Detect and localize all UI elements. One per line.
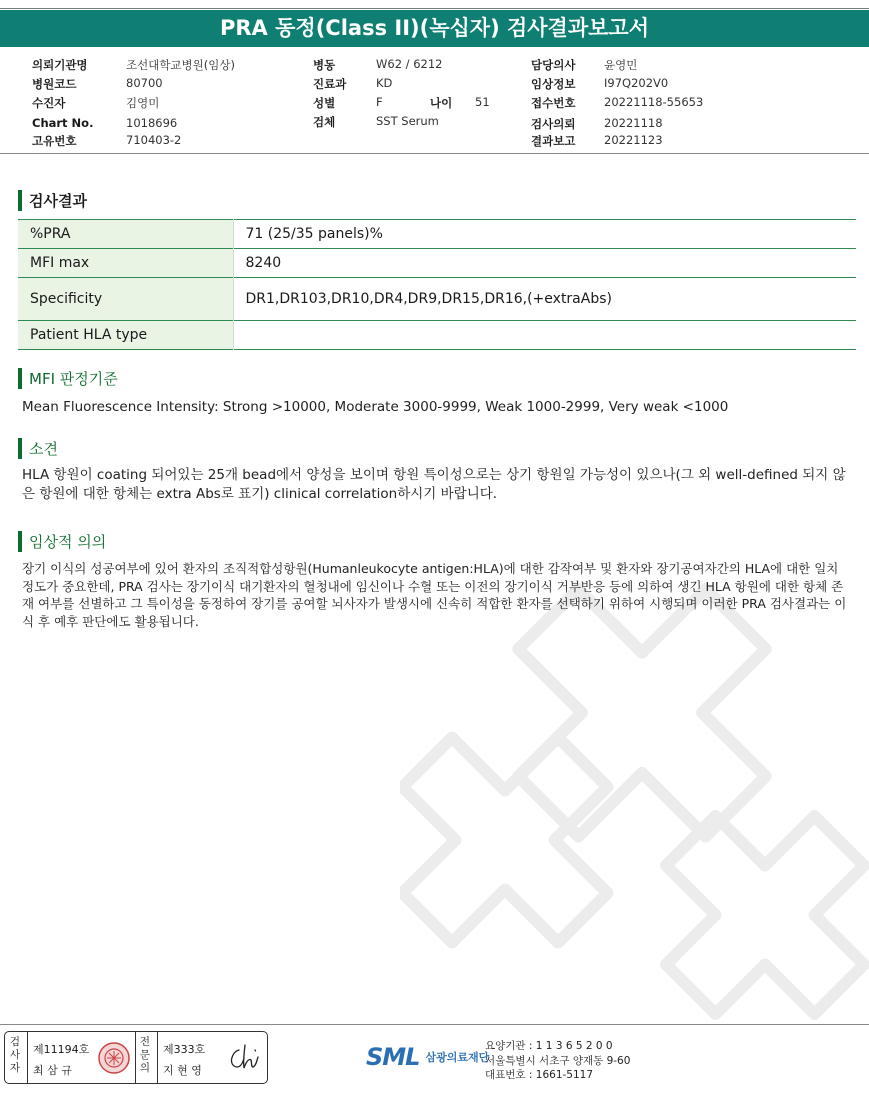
label-unique-no: 고유번호 <box>32 134 77 148</box>
examiner-license: 제11194호 <box>33 1043 90 1056</box>
examiner-name: 최 삼 규 <box>33 1064 72 1077</box>
row-value-pra: 71 (25/35 panels)% <box>245 226 383 242</box>
label-hospital-code: 병원코드 <box>32 77 77 91</box>
box-divider <box>157 1032 158 1083</box>
patient-info <box>0 56 869 152</box>
logo-name: 삼광의료재단 <box>425 1051 490 1064</box>
label-institution: 의뢰기관명 <box>32 58 88 72</box>
top-rule <box>0 8 869 9</box>
table-row <box>18 220 856 249</box>
row-value-specificity: DR1,DR103,DR10,DR4,DR9,DR15,DR16,(+extraAbs) <box>245 291 612 307</box>
info-divider <box>0 153 869 154</box>
specialist-signature-icon <box>225 1040 263 1076</box>
mfi-criteria-text: Mean Fluorescence Intensity: Strong >10000, Moderate 3000-9999, Weak 1000-2999, Very weak <1000 <box>22 399 729 415</box>
value-doctor: 윤영민 <box>604 58 638 72</box>
label-receipt-no: 접수번호 <box>531 96 576 110</box>
row-key-mfi-max: MFI max <box>18 249 233 278</box>
opinion-text: HLA 항원이 coating 되어있는 25개 bead에서 양성을 보이며 항원 특이성으로는 상기 항원일 가능성이 있으나(그 외 well-defined 되지 않은 항원에 대한 항체는 extra Abs로 표기) clinical correlation하시기 바랍니다. <box>22 467 846 502</box>
value-ward: W62 / 6212 <box>376 57 443 71</box>
opinion-heading-text: 소견 <box>29 439 58 458</box>
specialist-license: 제333호 <box>163 1043 206 1056</box>
footer-rule <box>0 1024 869 1025</box>
report-title: PRA 동정(Class II)(녹십자) 검사결과보고서 <box>0 10 869 47</box>
table-row <box>18 249 856 278</box>
heading-marker <box>18 190 22 211</box>
value-department: KD <box>376 76 393 90</box>
box-divider <box>27 1032 28 1083</box>
label-specimen: 검체 <box>313 115 336 129</box>
label-department: 진료과 <box>313 77 347 91</box>
label-age: 나이 <box>430 96 453 110</box>
row-key-specificity: Specificity <box>18 278 233 321</box>
sml-logo <box>366 1037 489 1077</box>
value-sex: F <box>376 95 383 109</box>
value-patient: 김영미 <box>126 96 160 110</box>
heading-marker <box>18 368 22 389</box>
examiner-caption: 검사자 <box>9 1036 21 1074</box>
clinical-heading-text: 임상적 의의 <box>29 532 107 551</box>
value-specimen: SST Serum <box>376 114 439 128</box>
value-unique-no: 710403-2 <box>126 133 182 147</box>
label-chart-no: Chart No. <box>32 116 94 130</box>
results-heading-text: 검사결과 <box>29 191 87 210</box>
value-receipt-no: 20221118-55653 <box>604 95 704 109</box>
table-row <box>18 321 856 350</box>
value-institution: 조선대학교병원(임상) <box>126 58 235 72</box>
label-patient: 수진자 <box>32 96 66 110</box>
specialist-name: 지 현 영 <box>163 1064 202 1077</box>
mfi-heading <box>18 367 118 389</box>
label-doctor: 담당의사 <box>531 58 576 72</box>
box-divider <box>135 1032 136 1083</box>
table-row <box>18 278 856 321</box>
signature-box <box>4 1031 268 1084</box>
value-hospital-code: 80700 <box>126 76 163 90</box>
clinical-heading <box>18 530 106 552</box>
value-clinical-info: I97Q202V0 <box>604 76 669 90</box>
logo-mark: SML <box>366 1043 420 1071</box>
mfi-heading-text: MFI 판정기준 <box>29 369 118 388</box>
value-chart-no: 1018696 <box>126 116 178 130</box>
opinion-heading <box>18 437 58 459</box>
label-ward: 병동 <box>313 58 336 72</box>
results-table <box>18 219 856 350</box>
footer-address <box>485 1039 630 1083</box>
heading-marker <box>18 531 22 552</box>
clinical-text: 장기 이식의 성공여부에 있어 환자의 조직적합성항원(Humanleukocyte antigen:HLA)에 대한 감작여부 및 환자와 장기공여자간의 HLA에 대한 일치 정도가 중요한데, PRA 검사는 장기이식 대기환자의 혈청내에 임신이나 수혈 또는 이전의 장기이식 거부반응 등에 의하여 생긴 HLA 항원에 대한 항체 존재 여부를 선별하고 그 특이성을 동정하여 장기를 공여할 뇌사자가 발생시에 신속히 적합한 환자를 선택하기 위하여 시행되며 이러한 PRA 검사결과는 이식 후 예후 판단에도 활용됩니다. <box>22 561 847 629</box>
value-request-date: 20221118 <box>604 116 663 130</box>
address-line: 요양기관 : 1 1 3 6 5 2 0 0 <box>485 1040 613 1052</box>
label-report-date: 결과보고 <box>531 134 576 148</box>
row-value-mfi-max: 8240 <box>245 255 282 271</box>
row-key-pra: %PRA <box>18 220 233 249</box>
results-heading <box>18 189 87 211</box>
value-age: 51 <box>475 95 490 109</box>
label-sex: 성별 <box>313 96 336 110</box>
value-report-date: 20221123 <box>604 133 663 147</box>
specialist-caption: 전문의 <box>139 1036 151 1074</box>
label-clinical-info: 임상정보 <box>531 77 576 91</box>
examiner-seal-icon <box>97 1041 131 1075</box>
address-line: 대표번호 : 1661-5117 <box>485 1069 594 1081</box>
row-value-hla-type <box>233 321 856 350</box>
label-request-date: 검사의뢰 <box>531 117 576 131</box>
address-line: 서울특별시 서초구 양재동 9-60 <box>485 1054 631 1067</box>
heading-marker <box>18 438 22 459</box>
row-key-hla-type: Patient HLA type <box>18 321 233 350</box>
